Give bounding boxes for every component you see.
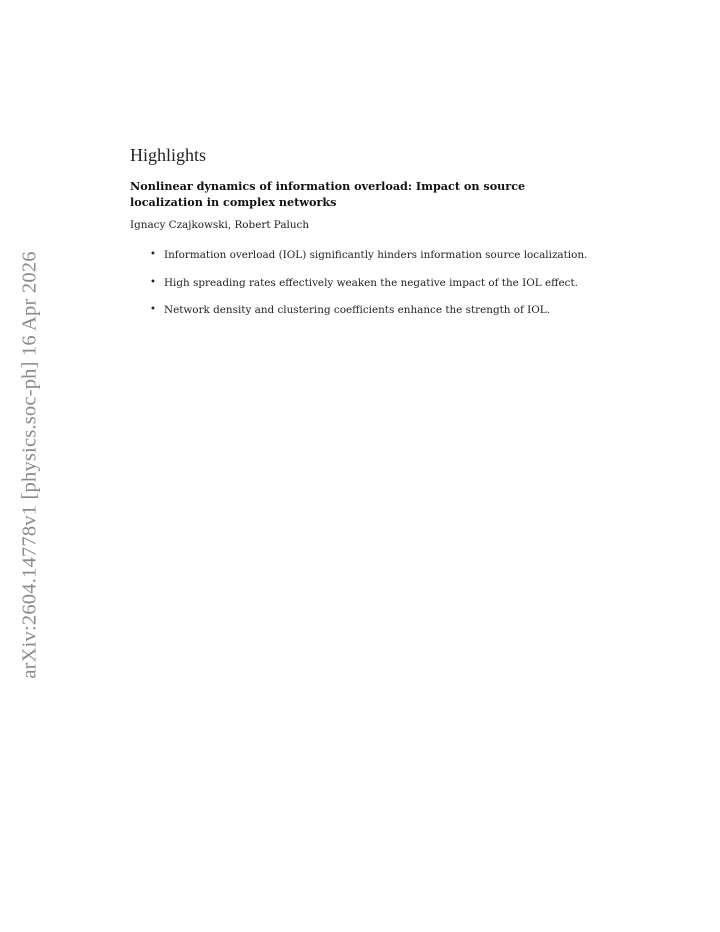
highlight-item bbox=[130, 303, 590, 318]
highlight-text: High spreading rates effectively weaken the negative impact of the IOL effect. bbox=[164, 276, 578, 289]
highlight-item bbox=[130, 276, 590, 291]
arxiv-side-stamp bbox=[10, 215, 50, 715]
highlights-list bbox=[130, 248, 590, 318]
author-list: Ignacy Czajkowski, Robert Paluch bbox=[130, 219, 310, 231]
highlights-heading: Highlights bbox=[130, 145, 207, 165]
arxiv-identifier: arXiv:2604.14778v1 [physics.soc-ph] 16 Apr 2026 bbox=[18, 251, 41, 679]
highlight-text: Information overload (IOL) significantly hinders information source localization. bbox=[164, 249, 588, 261]
bullet-icon: • bbox=[150, 276, 156, 288]
bullet-icon: • bbox=[150, 304, 156, 315]
bullet-icon: • bbox=[150, 249, 156, 260]
highlights-section bbox=[130, 142, 590, 331]
highlight-item bbox=[130, 248, 590, 263]
highlight-text: Network density and clustering coefficients enhance the strength of IOL. bbox=[164, 304, 551, 316]
paper-title: Nonlinear dynamics of information overload: Impact on source localization in complex networks bbox=[130, 179, 526, 209]
